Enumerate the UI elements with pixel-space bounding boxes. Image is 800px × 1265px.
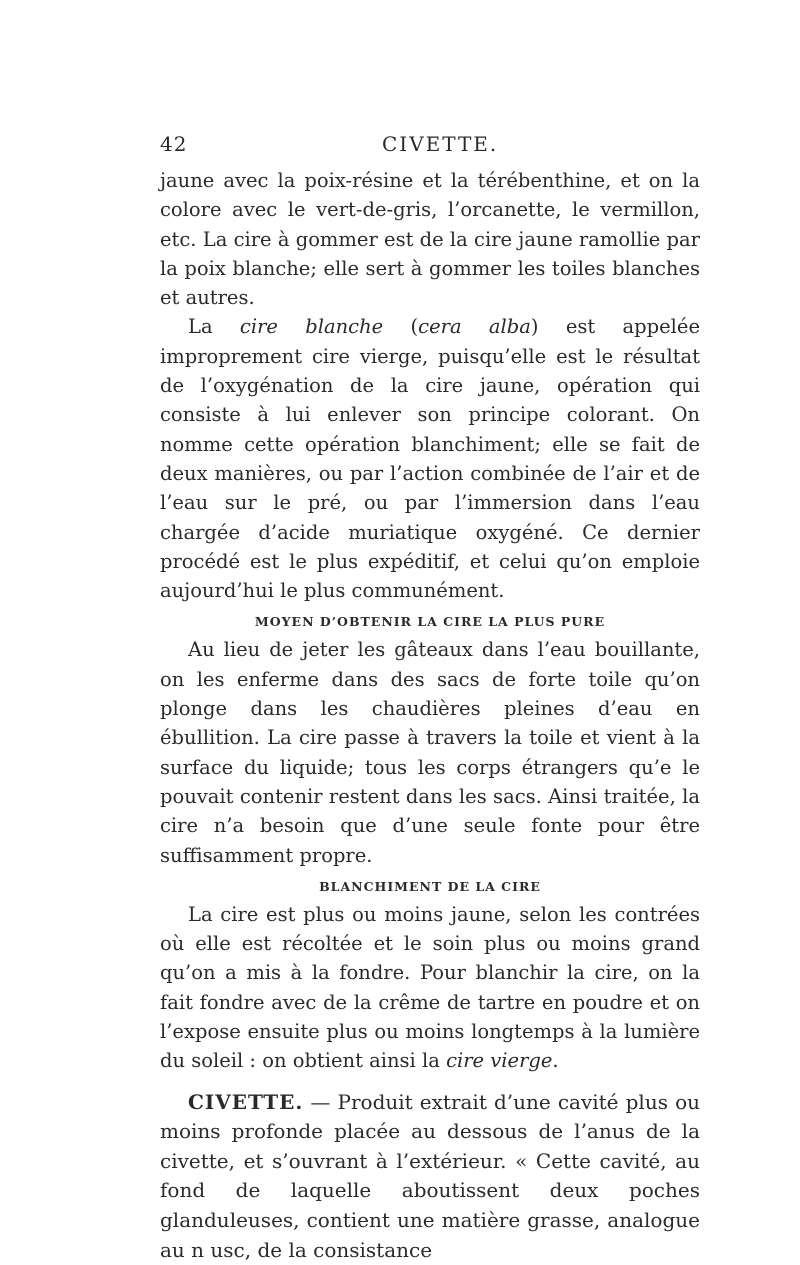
entry-paragraph [160,1088,700,1265]
term-cire-blanche: cire blanche [239,315,384,339]
text-run: ) est appelée improprement cire vierge, puisqu’elle est le résultat de l’oxygénation de la cire jaune, opération qui consiste à lui enlever son principe colorant. On nomme cette opération blanchiment; elle se fait de deux manières, ou par l’action combinée de l’air et de l’eau sur le pré, ou par l’immersion dans l’eau chargée d’acide muriatique oxygéné. Ce dernier procédé est le plus expéditif, et celui qu’on emploie aujourd’hui le plus communément. [160,315,700,603]
paragraph-blanchiment [160,900,700,1076]
paragraph-gateaux: Au lieu de jeter les gâteaux dans l’eau bouillante, on les enferme dans des sacs de forte toile qu’on plonge dans les chaudières pleines d’eau en ébullition. La cire passe à travers la toile et vient à la surface du liquide; tous les corps étrangers qu’e le pouvait contenir restent dans les sacs. Ainsi traitée, la cire n’a besoin que d’une seule fonte pour être suffisamment propre. [160,638,700,867]
book-page [160,128,700,1265]
term-cera-alba: cera alba [418,315,531,339]
subheading-blanchiment: BLANCHIMENT DE LA CIRE [319,878,541,894]
entry-headword: CIVETTE. [188,1089,304,1114]
paragraph-cire-a-gommer: jaune avec la poix-résine et la térébenthine, et on la colore avec le vert-de-gris, l’orcanette, le vermillon, etc. La cire à gommer est de la cire jaune ramollie par la poix blanche; elle sert à gommer les toiles blanches et autres. [160,169,700,310]
entry-definition: — Produit extrait d’une cavité plus ou moins profonde placée au dessous de l’anus de la civette, et s’ouvrant à l’extérieur. « Cette cavité, au fond de laquelle aboutissent deux poches glanduleuses, contient une matière grasse, analogue au n usc, de la consistance [160,1089,700,1262]
text-run: . [552,1049,559,1073]
text-run: ( [383,315,419,339]
term-cire-vierge: cire vierge [446,1049,553,1073]
text-run: La [188,315,240,339]
page-number: 42 [160,132,188,156]
paragraph-cire-blanche [160,312,700,605]
page-body [160,166,700,1265]
entry-spacer [160,1076,700,1088]
dictionary-entry-civette [160,1088,700,1265]
page-header [160,128,700,164]
subheading-moyen-obtenir: MOYEN D’OBTENIR LA CIRE LA PLUS PURE [254,614,606,630]
running-title: CIVETTE. [382,132,499,156]
text-run: La cire est plus ou moins jaune, selon les contrées où elle est récoltée et le soin plus ou moins grand qu’on a mis à la fondre. Pour blanchir la cire, on la fait fondre avec de la crême de tartre en poudre et on l’expose ensuite plus ou moins longtemps à la lumière du soleil : on obtient ainsi la [160,902,700,1073]
